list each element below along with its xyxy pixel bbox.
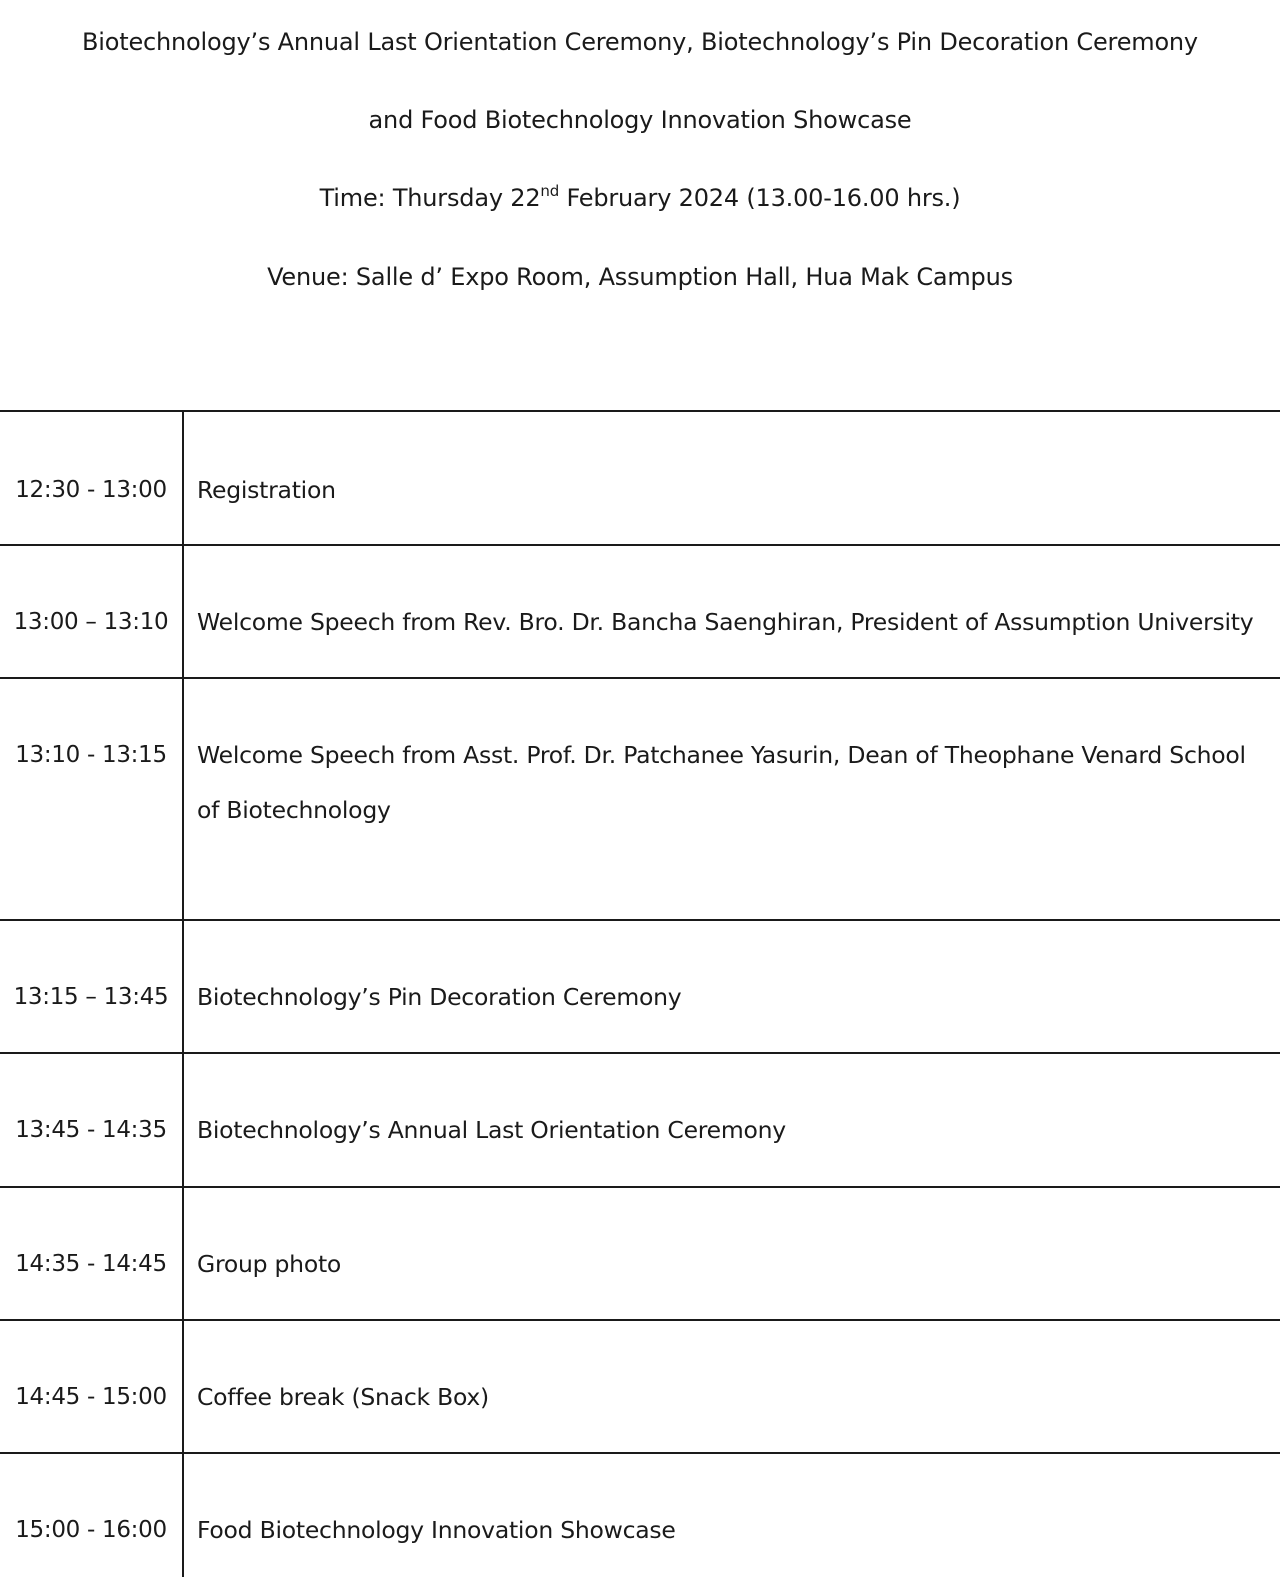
activity-cell [197,1103,1272,1158]
event-time-prefix: Time: Thursday 22 [319,184,541,212]
table-row [0,1321,1280,1454]
time-cell: 15:00 - 16:00 [15,1517,167,1543]
activity-line: Group photo [197,1250,342,1278]
activity-line: Welcome Speech from Rev. Bro. Dr. Bancha Saenghiran, President of Assumption University [197,608,1254,636]
activity-line: Coffee break (Snack Box) [197,1383,489,1411]
activity-cell [197,1503,1272,1558]
activity-cell [197,970,1272,1025]
activity-line: of Biotechnology [197,796,391,824]
event-time-ordinal: nd [540,182,560,200]
activity-cell [197,463,1272,518]
event-title-line-1: Biotechnology’s Annual Last Orientation Ceremony, Biotechnology’s Pin Decoration Ceremony [82,28,1198,56]
activity-cell [197,595,1272,650]
event-time-rest: February 2024 (13.00-16.00 hrs.) [559,184,961,212]
table-row [0,679,1280,921]
time-cell: 13:15 – 13:45 [13,984,169,1010]
time-cell: 13:10 - 13:15 [15,742,167,768]
table-row [0,1454,1280,1577]
event-title-line-2: and Food Biotechnology Innovation Showcase [368,106,912,134]
table-row [0,412,1280,546]
table-row [0,921,1280,1054]
table-row [0,546,1280,679]
time-cell: 13:00 – 13:10 [13,609,169,635]
table-row [0,1188,1280,1321]
agenda-table [0,410,1280,1577]
activity-line: Registration [197,476,336,504]
time-cell: 14:45 - 15:00 [15,1384,167,1410]
activity-line: Biotechnology’s Annual Last Orientation Ceremony [197,1116,786,1144]
activity-line: Welcome Speech from Asst. Prof. Dr. Patchanee Yasurin, Dean of Theophane Venard School [197,741,1246,769]
activity-cell [197,1237,1272,1292]
activity-line: Food Biotechnology Innovation Showcase [197,1516,676,1544]
event-time [0,183,1280,213]
time-cell: 14:35 - 14:45 [15,1251,167,1277]
activity-line: Biotechnology’s Pin Decoration Ceremony [197,983,682,1011]
event-venue: Venue: Salle d’ Expo Room, Assumption Hall, Hua Mak Campus [267,263,1013,291]
activity-cell [197,1370,1272,1425]
table-row [0,1054,1280,1188]
activity-cell [197,728,1272,838]
time-cell: 13:45 - 14:35 [15,1117,167,1143]
time-cell: 12:30 - 13:00 [15,477,167,503]
